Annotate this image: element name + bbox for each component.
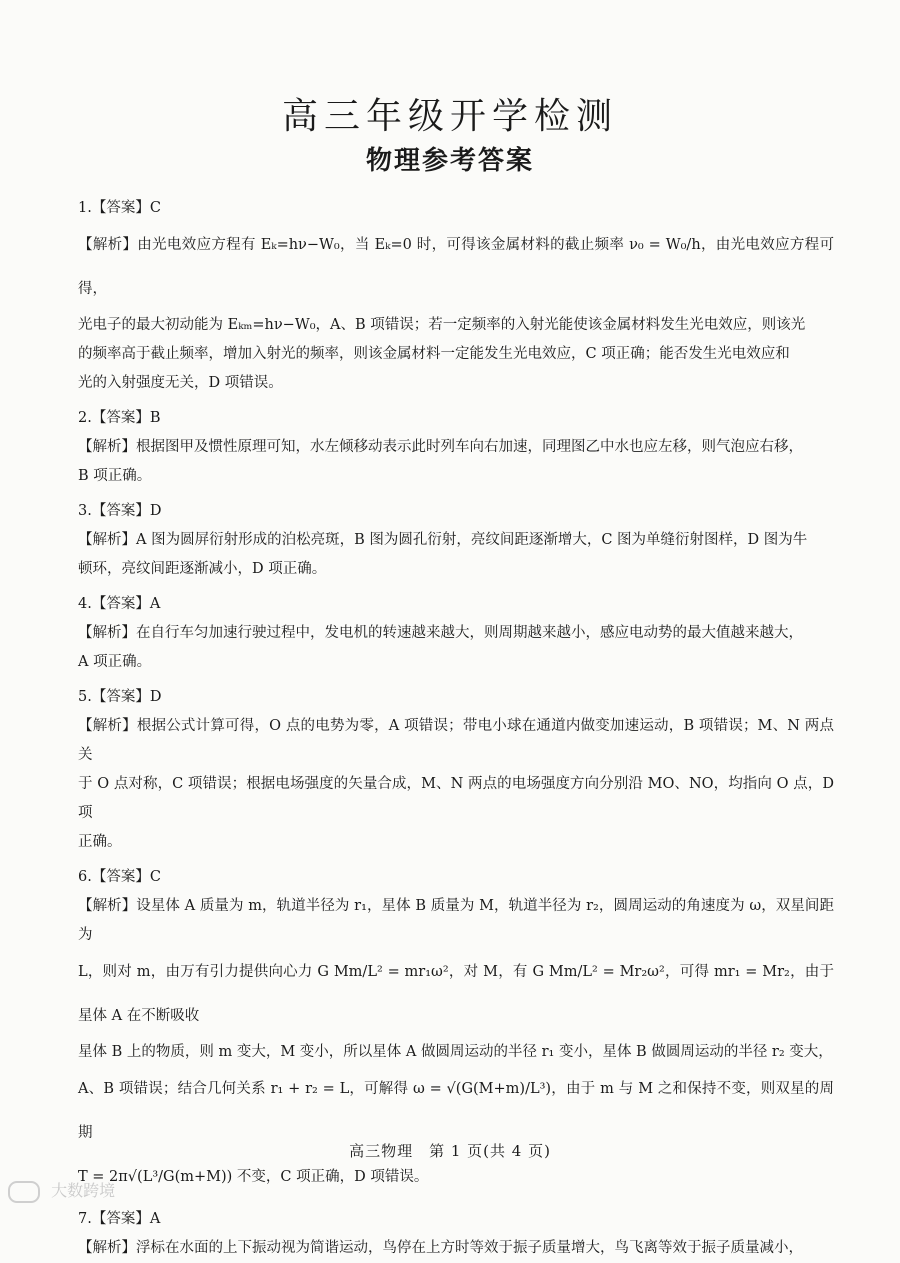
page-subtitle: 物理参考答案 bbox=[365, 146, 534, 176]
answer-6-line-5: T = 2π√(L³/G(m+M)) 不变，C 项正确，D 项错误。 bbox=[78, 1169, 429, 1185]
answer-6-line-1: 【解析】设星体 A 质量为 m，轨道半径为 r₁，星体 B 质量为 M，轨道半径为 r₂，圆周运动的角速度为 ω，双星间距为 bbox=[78, 898, 834, 943]
answer-7-line-1: 【解析】浮标在水面的上下振动视为简谐运动，鸟停在上方时等效于振子质量增大，鸟飞离等效于振子质量减小， bbox=[78, 1240, 803, 1256]
answer-5-line-3: 正确。 bbox=[78, 834, 122, 850]
answer-1-line-1: 【解析】由光电效应方程有 Eₖ=hν−W₀，当 Eₖ=0 时，可得该金属材料的截止频率 ν₀ = W₀/h，由光电效应方程可得， bbox=[78, 237, 834, 297]
answer-6-head: 6.【答案】C bbox=[78, 869, 161, 885]
answer-3-line-2: 顿环，亮纹间距逐渐减小，D 项正确。 bbox=[78, 561, 327, 577]
answer-6-line-4: A、B 项错误；结合几何关系 r₁ + r₂ = L，可解得 ω = √(G(M+m)/L³)，由于 m 与 M 之和保持不变，则双星的周期 bbox=[78, 1081, 834, 1141]
answer-3-line-1: 【解析】A 图为圆屏衍射形成的泊松亮斑，B 图为圆孔衍射，亮纹间距逐渐增大，C 图为单缝衍射图样，D 图为牛 bbox=[78, 532, 808, 548]
page-footer: 高三物理 第 1 页(共 4 页) bbox=[349, 1142, 551, 1160]
answer-4-head: 4.【答案】A bbox=[78, 596, 161, 612]
answer-4-line-2: A 项正确。 bbox=[78, 654, 152, 670]
answer-5-head: 5.【答案】D bbox=[78, 689, 162, 705]
answer-1-line-2: 光电子的最大初动能为 Eₖₘ=hν−W₀，A、B 项错误；若一定频率的入射光能使该金属材料发生光电效应，则该光 bbox=[78, 317, 806, 333]
answer-3-head: 3.【答案】D bbox=[78, 503, 162, 519]
answer-6-line-3: 星体 B 上的物质，则 m 变大，M 变小，所以星体 A 做圆周运动的半径 r₁ 变小，星体 B 做圆周运动的半径 r₂ 变大， bbox=[78, 1044, 833, 1060]
answer-2-head: 2.【答案】B bbox=[78, 410, 161, 426]
answer-6-line-2: L，则对 m，由万有引力提供向心力 G Mm/L² = mr₁ω²，对 M，有 G Mm/L² = Mr₂ω²，可得 mr₁ = Mr₂，由于星体 A 在不断吸收 bbox=[78, 964, 834, 1024]
watermark-logo-icon bbox=[8, 1181, 40, 1203]
answer-1-line-3: 的频率高于截止频率，增加入射光的频率，则该金属材料一定能发生光电效应，C 项正确；能否发生光电效应和 bbox=[78, 346, 790, 362]
watermark-text: 大数跨境 bbox=[51, 1181, 116, 1200]
page-title: 高三年级开学检测 bbox=[281, 96, 618, 137]
answer-2-line-1: 【解析】根据图甲及惯性原理可知，水左倾移动表示此时列车向右加速，同理图乙中水也应左移，则气泡应右移， bbox=[78, 439, 803, 455]
answer-4-line-1: 【解析】在自行车匀加速行驶过程中，发电机的转速越来越大，则周期越来越小，感应电动势的最大值越来越大， bbox=[78, 625, 803, 641]
answer-content bbox=[78, 194, 834, 1263]
answer-1-head: 1.【答案】C bbox=[78, 200, 161, 216]
answer-5-line-1: 【解析】根据公式计算可得，O 点的电势为零，A 项错误；带电小球在通道内做变加速运动，B 项错误；M、N 两点关 bbox=[78, 718, 834, 763]
watermark bbox=[8, 1178, 115, 1203]
answer-7-head: 7.【答案】A bbox=[78, 1211, 161, 1227]
answer-5-line-2: 于 O 点对称，C 项错误；根据电场强度的矢量合成，M、N 两点的电场强度方向分别沿 MO、NO，均指向 O 点，D 项 bbox=[78, 776, 834, 821]
answer-1-line-4: 光的入射强度无关，D 项错误。 bbox=[78, 375, 283, 391]
answer-2-line-2: B 项正确。 bbox=[78, 468, 152, 484]
